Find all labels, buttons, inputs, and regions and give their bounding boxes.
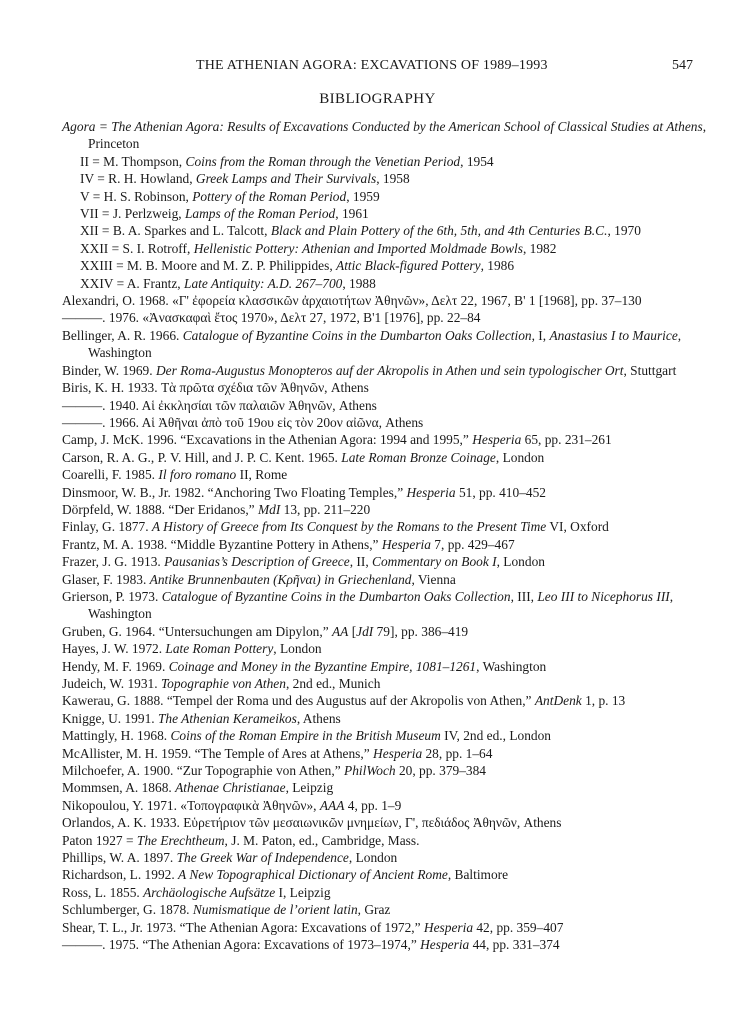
entry-text: XII = B. A. Sparkes and L. Talcott,: [80, 223, 271, 239]
bibliography-subentry: [80, 275, 730, 292]
entry-text: XXII = S. I. Rotroff,: [80, 240, 194, 256]
bibliography-entry: [62, 727, 730, 744]
entry-title-italic: AAA: [319, 797, 345, 813]
entry-title-italic: Catalogue of Byzantine Coins in the Dumbarton Oaks Collection: [161, 588, 511, 604]
bibliography-entry: [62, 397, 730, 414]
entry-text: 28, pp. 1–64: [422, 745, 493, 761]
entry-text: Shear, T. L., Jr. 1973. “The Athenian Agora: Excavations of 1972,”: [62, 919, 424, 935]
entry-title-italic: Late Antiquity: A.D. 267–700: [184, 275, 343, 291]
entry-text: Phillips, W. A. 1897.: [62, 850, 177, 866]
entry-title-italic: Topographie von Athen: [160, 676, 286, 691]
running-title: THE ATHENIAN AGORA: EXCAVATIONS OF 1989–1993: [196, 58, 548, 73]
entry-text: Grierson, P. 1973.: [62, 588, 162, 604]
entry-title-italic: Hesperia: [406, 484, 456, 500]
entry-text: 1, p. 13: [581, 693, 626, 709]
entry-text: Paton 1927 =: [62, 832, 137, 848]
entry-text: , Baltimore: [447, 867, 509, 883]
entry-title-italic: Anastasius I to Maurice: [549, 327, 678, 343]
entry-title-italic: Coinage and Money in the Byzantine Empire, 1081–1261: [168, 658, 477, 674]
entry-text: , Stuttgart: [623, 362, 677, 378]
entry-title-italic: AntDenk: [534, 693, 582, 709]
entry-text: XXIII = M. B. Moore and M. Z. P. Philippides,: [80, 258, 337, 274]
bibliography-entry: [62, 362, 730, 379]
entry-text: , Washington: [88, 588, 674, 622]
entry-text: XXIV = A. Frantz,: [80, 275, 185, 291]
entry-title-italic: The Erechtheum: [136, 832, 225, 848]
entry-text: , 1961: [335, 206, 369, 222]
entry-title-italic: Agora = The Athenian Agora: Results of Excavations Conducted by the American School of Classical Studies at Athens: [62, 119, 703, 134]
entry-text: 65, pp. 231–261: [521, 432, 612, 448]
bibliography-entry: [62, 884, 730, 901]
entry-text: , Washington: [88, 327, 682, 361]
section-title: BIBLIOGRAPHY: [319, 91, 436, 107]
entry-title-italic: Late Roman Bronze Coinage: [341, 449, 496, 465]
entry-text: Camp, J. McK. 1996. “Excavations in the Athenian Agora: 1994 and 1995,”: [62, 432, 473, 448]
entry-text: Hayes, J. W. 1972.: [62, 641, 166, 657]
bibliography-entry: [62, 118, 730, 153]
entry-title-italic: JdI: [356, 623, 374, 639]
entry-text: ———. 1966. Αἱ Ἀθῆναι ἀπὸ τοῦ 19ου εἰς τὸν 20ον αἰῶνα, Athens: [62, 414, 424, 430]
bibliography-entry: [62, 901, 730, 918]
entry-text: , 2nd ed., Munich: [285, 676, 381, 691]
entry-text: , J. M. Paton, ed., Cambridge, Mass.: [224, 832, 420, 848]
entry-text: , III,: [510, 588, 538, 604]
entry-title-italic: Black and Plain Pottery of the 6th, 5th, and 4th Centuries B.C.: [270, 223, 608, 239]
entry-text: , Princeton: [88, 119, 707, 152]
entry-text: VI, Oxford: [546, 519, 609, 535]
entry-title-italic: Numismatique de l’orient latin: [192, 902, 358, 918]
entry-text: Schlumberger, G. 1878.: [62, 902, 193, 918]
entry-text: Binder, W. 1969.: [62, 362, 156, 378]
bibliography-subentry: [80, 170, 730, 187]
entry-text: Carson, R. A. G., P. V. Hill, and J. P. C. Kent. 1965.: [62, 449, 342, 465]
entry-text: ———. 1940. Αἱ ἐκκλησίαι τῶν παλαιῶν Ἀθηνῶν, Athens: [62, 397, 377, 413]
entry-text: , London: [495, 449, 545, 465]
bibliography-entry: [62, 849, 730, 866]
entry-title-italic: Il foro romano: [158, 467, 237, 483]
bibliography-entry: [62, 466, 730, 483]
entry-text: , Vienna: [411, 571, 456, 587]
bibliography-entry: [62, 710, 730, 727]
entry-text: VII = J. Perlzweig,: [80, 206, 185, 222]
entry-text: , London: [348, 850, 398, 866]
entry-text: Gruben, G. 1964. “Untersuchungen am Dipylon,”: [62, 623, 332, 639]
bibliography-list: [62, 118, 730, 954]
entry-text: , London: [496, 554, 545, 570]
entry-text: Kawerau, G. 1888. “Tempel der Roma und des Augustus auf der Akropolis von Athen,”: [62, 693, 535, 709]
entry-title-italic: Attic Black-figured Pottery: [336, 258, 481, 274]
entry-text: Nikopoulou, Y. 1971. «Τοπογραφικὰ Ἀθηνῶν»,: [62, 797, 320, 813]
bibliography-entry: [62, 745, 730, 762]
entry-text: ———. 1975. “The Athenian Agora: Excavations of 1973–1974,”: [62, 937, 421, 953]
entry-title-italic: Pausanias’s Description of Greece: [164, 554, 350, 570]
entry-text: IV = R. H. Howland,: [80, 171, 196, 187]
bibliography-entry: [62, 762, 730, 779]
bibliography-entry: [62, 779, 730, 796]
bibliography-subentry: [80, 240, 730, 257]
entry-text: 44, pp. 331–374: [469, 937, 560, 953]
entry-text: II, Rome: [236, 467, 288, 483]
bibliography-entry: [62, 484, 730, 501]
running-head: [0, 58, 755, 78]
entry-text: Judeich, W. 1931.: [62, 676, 161, 691]
entry-text: Ross, L. 1855.: [62, 884, 144, 900]
entry-text: , 1970: [607, 223, 641, 239]
entry-text: , I,: [531, 327, 550, 343]
entry-text: Biris, K. H. 1933. Τὰ πρῶτα σχέδια τῶν Ἀθηνῶν, Athens: [62, 380, 369, 396]
entry-title-italic: Hesperia: [423, 919, 474, 935]
bibliography-entry: [62, 431, 730, 448]
entry-title-italic: Archäologische Aufsätze: [143, 884, 276, 900]
bibliography-entry: [62, 553, 730, 570]
entry-text: Orlandos, A. K. 1933. Εὑρετήριον τῶν μεσαιωνικῶν μνημείων, Γ', πεδιάδος Ἀθηνῶν, Athens: [62, 815, 562, 831]
bibliography-entry: [62, 675, 730, 692]
bibliography-entry: [62, 449, 730, 466]
entry-title-italic: Pottery of the Roman Period: [192, 188, 347, 204]
entry-text: Milchoefer, A. 1900. “Zur Topographie von Athen,”: [62, 763, 345, 779]
entry-title-italic: The Greek War of Independence: [176, 850, 349, 866]
entry-text: II = M. Thompson,: [80, 153, 186, 169]
bibliography-entry: [62, 832, 730, 849]
entry-text: , 1986: [480, 258, 515, 274]
bibliography-entry: [62, 518, 730, 535]
entry-title-italic: Catalogue of Byzantine Coins in the Dumbarton Oaks Collection: [182, 327, 532, 343]
entry-title-italic: Hellenistic Pottery: Athenian and Imported Moldmade Bowls: [193, 240, 523, 256]
bibliography-entry: [62, 866, 730, 883]
page-number: 547: [672, 58, 693, 73]
entry-text: 4, pp. 1–9: [344, 797, 402, 813]
bibliography-entry: [62, 640, 730, 657]
entry-title-italic: Coins of the Roman Empire in the British Museum: [170, 728, 441, 744]
bibliography-entry: [62, 501, 730, 518]
entry-text: , II,: [349, 554, 373, 570]
entry-text: , 1959: [346, 188, 380, 204]
entry-text: , Washington: [476, 658, 547, 674]
entry-text: Frazer, J. G. 1913.: [62, 554, 165, 570]
entry-text: 79], pp. 386–419: [373, 623, 469, 639]
entry-text: Mattingly, H. 1968.: [62, 728, 171, 744]
entry-title-italic: Lamps of the Roman Period: [184, 206, 336, 222]
entry-text: 13, pp. 211–220: [280, 501, 371, 517]
entry-title-italic: A History of Greece from Its Conquest by the Romans to the Present Time: [151, 519, 547, 535]
bibliography-entry: [62, 327, 730, 362]
bibliography-entry: [62, 919, 730, 936]
bibliography-entry: [62, 588, 730, 623]
entry-title-italic: Hesperia: [472, 432, 522, 448]
entry-text: Knigge, U. 1991.: [62, 710, 158, 726]
entry-text: 51, pp. 410–452: [455, 484, 546, 500]
entry-text: Hendy, M. F. 1969.: [62, 658, 169, 674]
entry-text: Glaser, F. 1983.: [62, 571, 150, 587]
entry-text: , Leipzig: [285, 780, 334, 796]
entry-text: Alexandri, O. 1968. «Γ' ἐφορεία κλασσικῶν ἀρχαιοτήτων Ἀθηνῶν», Δελτ 22, 1967, Β' 1 [1968], pp. 37–130: [62, 293, 642, 309]
entry-text: Mommsen, A. 1868.: [62, 780, 176, 796]
entry-text: , 1954: [460, 153, 494, 169]
entry-title-italic: Hesperia: [381, 536, 431, 552]
entry-text: 42, pp. 359–407: [473, 919, 564, 935]
entry-title-italic: Late Roman Pottery: [165, 641, 274, 657]
entry-text: Bellinger, A. R. 1966.: [62, 327, 183, 343]
entry-text: IV, 2nd ed., London: [440, 728, 551, 744]
entry-title-italic: AA: [331, 623, 349, 639]
bibliography-entry: [62, 692, 730, 709]
bibliography-entry: [62, 379, 730, 396]
entry-text: , 1982: [522, 240, 557, 256]
bibliography-entry: [62, 292, 730, 309]
entry-text: 7, pp. 429–467: [430, 536, 515, 552]
entry-title-italic: Hesperia: [420, 937, 470, 953]
bibliography-entry: [62, 797, 730, 814]
entry-text: Richardson, L. 1992.: [62, 867, 179, 883]
entry-text: Coarelli, F. 1985.: [62, 467, 159, 483]
entry-title-italic: Commentary on Book I: [372, 554, 497, 570]
entry-title-italic: Greek Lamps and Their Survivals: [195, 171, 377, 187]
entry-text: [: [348, 623, 357, 639]
entry-title-italic: Der Roma-Augustus Monopteros auf der Akropolis in Athen und sein typologischer Ort: [155, 362, 624, 378]
entry-text: Dinsmoor, W. B., Jr. 1982. “Anchoring Two Floating Temples,”: [62, 484, 407, 500]
bibliography-entry: [62, 814, 730, 831]
entry-title-italic: MdI: [257, 501, 281, 517]
entry-text: 20, pp. 379–384: [395, 763, 486, 779]
bibliography-subentry: [80, 205, 730, 222]
entry-title-italic: A New Topographical Dictionary of Ancient Rome: [178, 867, 448, 883]
bibliography-entry: [62, 571, 730, 588]
entry-text: , 1958: [376, 171, 410, 187]
entry-text: Dörpfeld, W. 1888. “Der Eridanos,”: [62, 501, 258, 517]
bibliography-subentry: [80, 257, 730, 274]
entry-text: McAllister, M. H. 1959. “The Temple of Ares at Athens,”: [62, 745, 374, 761]
entry-title-italic: Athenae Christianae: [175, 780, 286, 796]
bibliography-entry: [62, 414, 730, 431]
bibliography-entry: [62, 936, 730, 953]
entry-text: , London: [273, 641, 322, 657]
entry-text: , 1988: [342, 275, 376, 291]
entry-title-italic: The Athenian Kerameikos: [157, 710, 297, 726]
entry-title-italic: PhilWoch: [344, 763, 396, 779]
bibliography-entry: [62, 623, 730, 640]
entry-title-italic: Antike Brunnenbauten (Κρῆναι) in Griechenland: [149, 571, 412, 587]
bibliography-entry: [62, 309, 730, 326]
entry-title-italic: Leo III to Nicephorus III: [537, 588, 670, 604]
entry-text: ———. 1976. «Ἀνασκαφαὶ ἔτος 1970», Δελτ 27, 1972, Β'1 [1976], pp. 22–84: [62, 310, 481, 326]
bibliography-subentry: [80, 153, 730, 170]
entry-text: , Athens: [296, 710, 341, 726]
entry-text: Finlay, G. 1877.: [62, 519, 152, 535]
entry-text: V = H. S. Robinson,: [80, 188, 193, 204]
entry-text: , Graz: [357, 902, 391, 918]
bibliography-entry: [62, 658, 730, 675]
entry-text: Frantz, M. A. 1938. “Middle Byzantine Pottery in Athens,”: [62, 536, 382, 552]
entry-text: I, Leipzig: [275, 884, 331, 900]
entry-title-italic: Coins from the Roman through the Venetian Period: [185, 153, 461, 169]
bibliography-subentry: [80, 188, 730, 205]
bibliography-entry: [62, 536, 730, 553]
bibliography-subentry: [80, 222, 730, 239]
entry-title-italic: Hesperia: [373, 745, 423, 761]
